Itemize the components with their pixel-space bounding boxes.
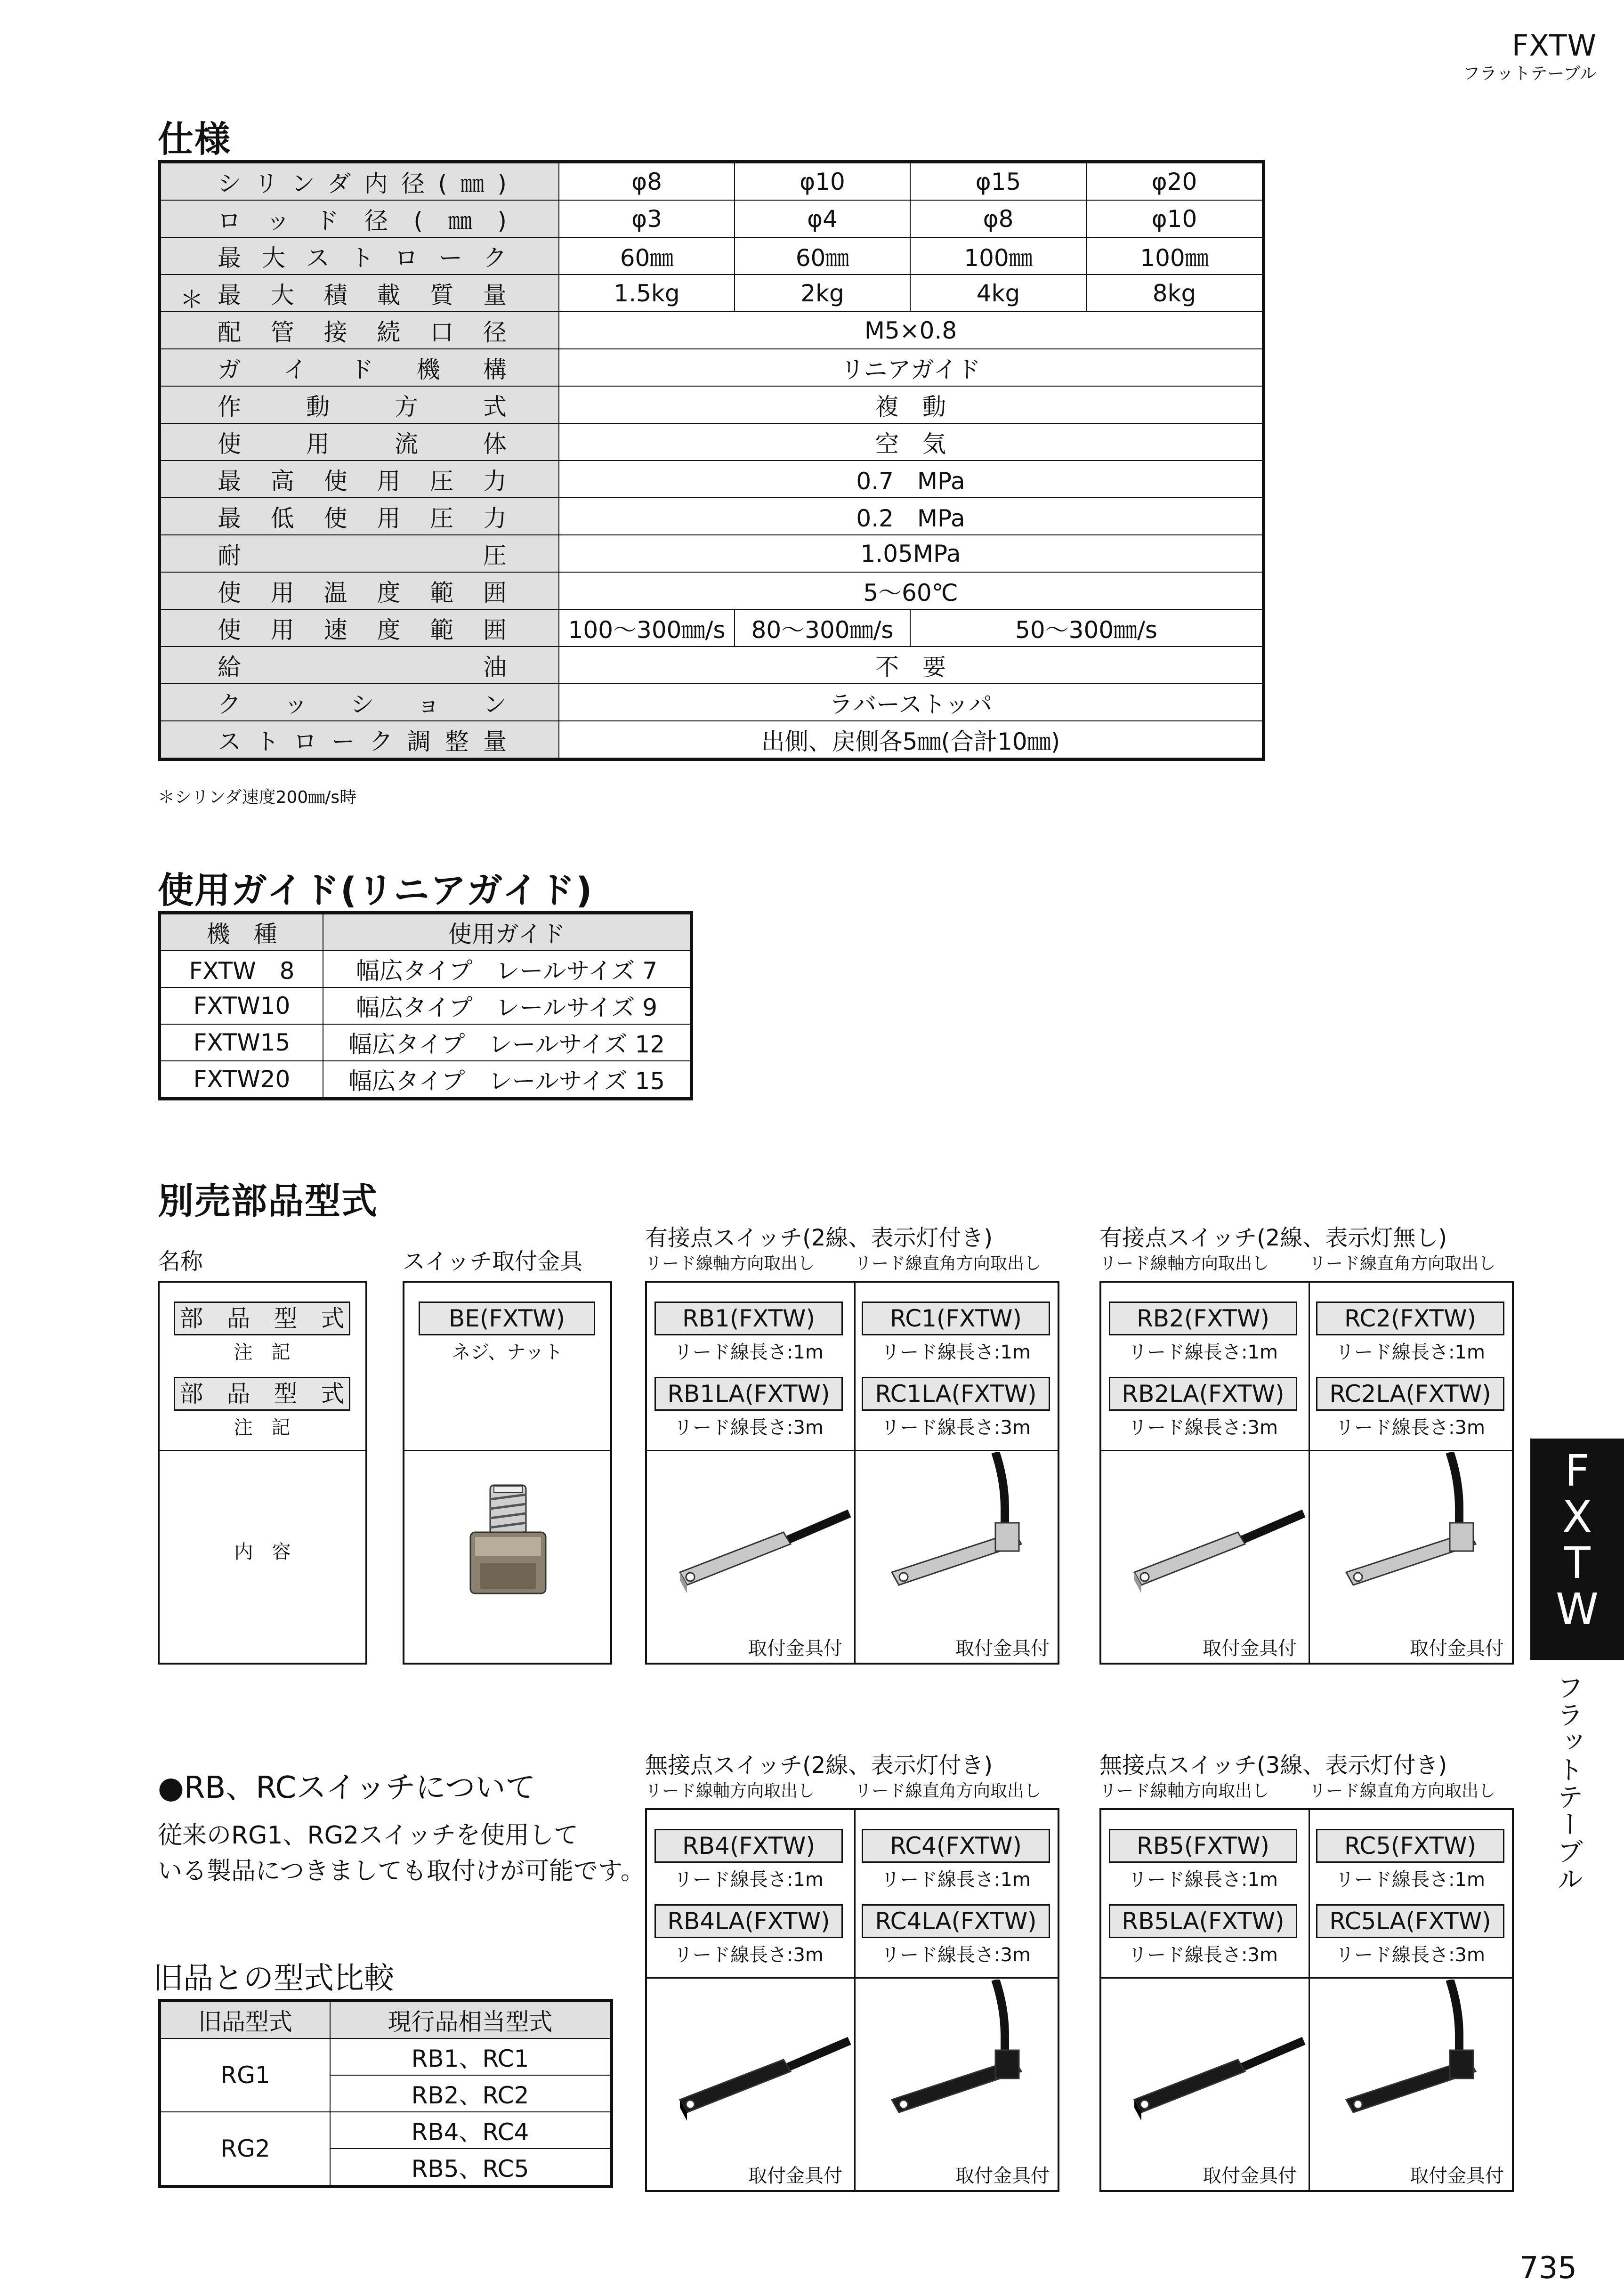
spec-label-text: 耐圧 (218, 542, 507, 569)
comp-old-rg2: RG2 (161, 2112, 330, 2185)
comparison-table-frame (158, 1999, 613, 2188)
group-sub-right: リード線直角方向取出し (1309, 1781, 1496, 1801)
spec-label-text: ガイド機構 (218, 356, 507, 383)
switch-right-angle-icon (854, 1452, 1061, 1603)
guide-header: 機 種 (161, 914, 323, 951)
legend-note-label: 注 記 (234, 1342, 291, 1363)
spec-value: φ15 (910, 163, 1086, 200)
spec-label-text: 使用温度範囲 (218, 579, 507, 606)
legend-contents-label: 内 容 (234, 1541, 291, 1563)
lead-length-3m: リード線長さ:3m (1335, 1417, 1485, 1439)
side-tab-letter: T (1564, 1538, 1591, 1588)
header-subtitle: フラットテーブル (1462, 64, 1597, 83)
switch-panel (1099, 1808, 1514, 2192)
spec-label-text: 使用流体 (218, 430, 507, 458)
switch-model: RC2(FXTW) (1316, 1302, 1504, 1335)
nut-screw-icon (461, 1480, 555, 1603)
switch-model-la: RC2LA(FXTW) (1316, 1377, 1504, 1411)
parts-title: 別売部品型式 (158, 1180, 378, 1222)
bracket-divider (404, 1450, 610, 1451)
spec-label (161, 535, 559, 572)
spec-footnote: ＊シリンダ速度200㎜/s時 (158, 788, 357, 807)
spec-value: リニアガイド (559, 349, 1262, 386)
switch-axial-icon (1101, 1462, 1309, 1612)
spec-label (161, 423, 559, 461)
spec-value: φ8 (559, 163, 735, 200)
spec-row (161, 684, 1262, 721)
mount-note: 取付金具付 (1203, 2165, 1297, 2187)
spec-label (161, 572, 559, 609)
switch-panel (645, 1808, 1059, 2192)
spec-row (161, 200, 1262, 237)
group-title: 有接点スイッチ(2線、表示灯付き) (645, 1225, 993, 1251)
spec-value: 8kg (1086, 275, 1262, 312)
spec-label (161, 647, 559, 684)
spec-label-text: 最低使用圧力 (218, 504, 507, 532)
spec-row (161, 498, 1262, 535)
mount-note: 取付金具付 (1410, 2165, 1504, 2187)
comparison-table (160, 2001, 611, 2186)
switch-right-angle-icon (1309, 1452, 1516, 1603)
spec-value: 1.05MPa (559, 535, 1262, 572)
switch-model-la: RC1LA(FXTW) (862, 1377, 1050, 1411)
comp-old-rg1: RG1 (161, 2038, 330, 2112)
switch-model: RB5(FXTW) (1109, 1829, 1297, 1863)
spec-row (161, 423, 1262, 461)
switch-model-la: RB1LA(FXTW) (654, 1377, 843, 1411)
spec-row (161, 572, 1262, 609)
spec-value: ラバーストッパ (559, 684, 1262, 721)
switch-panel (645, 1281, 1059, 1665)
spec-row (161, 647, 1262, 684)
spec-row (161, 535, 1262, 572)
spec-table (160, 162, 1263, 759)
legend-model-label-2: 部 品 型 式 (174, 1377, 350, 1411)
spec-row (161, 275, 1262, 312)
spec-value: 0.7 MPa (559, 461, 1262, 498)
spec-row (161, 609, 1262, 647)
switch-image-axial (647, 1462, 854, 1614)
switch-image-axial (1101, 1989, 1309, 2142)
group-sub-axial: リード線軸方向取出し (1099, 1254, 1269, 1273)
spec-value: φ20 (1086, 163, 1262, 200)
spec-value: 不 要 (559, 647, 1262, 684)
spec-value: 100㎜ (1086, 237, 1262, 275)
lead-length-1m: リード線長さ:1m (881, 1342, 1031, 1363)
guide-rail: 幅広タイプ レールサイズ 7 (323, 951, 690, 987)
spec-value: 100㎜ (910, 237, 1086, 275)
spec-row (161, 461, 1262, 498)
spec-label-text: 作動方式 (218, 393, 507, 420)
spec-label-text: ロッド径(㎜) (218, 207, 507, 234)
spec-label (161, 386, 559, 423)
lead-length-3m: リード線長さ:3m (1335, 1944, 1485, 1966)
panel-divider-h (1101, 1977, 1512, 1979)
page-number: 735 (1519, 2251, 1577, 2286)
rbrc-title: ●RB、RCスイッチについて (158, 1771, 536, 1805)
switch-model: RC1(FXTW) (862, 1302, 1050, 1335)
group-title: 無接点スイッチ(3線、表示灯付き) (1099, 1752, 1447, 1779)
rbrc-body-2: いる製品につきましても取付けが可能です。 (158, 1857, 645, 1885)
lead-length-3m: リード線長さ:3m (881, 1417, 1031, 1439)
rbrc-body-1: 従来のRG1、RG2スイッチを使用して (158, 1821, 578, 1850)
spec-value: 2kg (735, 275, 910, 312)
spec-value: M5×0.8 (559, 312, 1262, 349)
comp-header-old: 旧品型式 (161, 2002, 330, 2038)
guide-row (161, 1061, 690, 1098)
spec-value: 50〜300㎜/s (910, 609, 1262, 647)
spec-value: 80〜300㎜/s (735, 609, 910, 647)
switch-model: RC4(FXTW) (862, 1829, 1050, 1863)
comp-current: RB5、RC5 (330, 2149, 610, 2185)
lead-length-3m: リード線長さ:3m (1128, 1417, 1278, 1439)
spec-value: φ10 (735, 163, 910, 200)
mount-note: 取付金具付 (748, 1638, 842, 1659)
bracket-heading: スイッチ取付金具 (403, 1248, 583, 1275)
spec-row (161, 721, 1262, 758)
side-tab-letter: W (1556, 1584, 1599, 1634)
lead-length-3m: リード線長さ:3m (674, 1944, 824, 1966)
spec-row (161, 312, 1262, 349)
spec-value: 100〜300㎜/s (559, 609, 735, 647)
lead-length-1m: リード線長さ:1m (1128, 1869, 1278, 1891)
spec-label (161, 200, 559, 237)
switch-axial-icon (1101, 1989, 1309, 2140)
spec-label (161, 312, 559, 349)
lead-length-3m: リード線長さ:3m (1128, 1944, 1278, 1966)
legend-heading: 名称 (158, 1248, 203, 1275)
spec-row (161, 386, 1262, 423)
mount-note: 取付金具付 (955, 1638, 1050, 1659)
legend-divider (160, 1450, 365, 1451)
spec-label-text: 使用速度範囲 (218, 616, 507, 644)
side-tab-letter: X (1562, 1492, 1592, 1542)
spec-row (161, 237, 1262, 275)
switch-axial-icon (647, 1989, 854, 2140)
spec-label-text: ストローク調整量 (218, 728, 507, 755)
guide-table-frame (158, 911, 693, 1100)
comp-current: RB2、RC2 (330, 2075, 610, 2112)
spec-label-text: 最大積載質量 (218, 281, 507, 309)
spec-label (161, 498, 559, 535)
guide-header: 使用ガイド (323, 914, 690, 951)
guide-model: FXTW10 (161, 987, 323, 1024)
mount-note: 取付金具付 (1410, 1638, 1504, 1659)
spec-label-text: 配管接続口径 (218, 318, 507, 346)
spec-row (161, 349, 1262, 386)
switch-model-la: RB2LA(FXTW) (1109, 1377, 1297, 1411)
switch-model: RC5(FXTW) (1316, 1829, 1504, 1863)
switch-model: RB2(FXTW) (1109, 1302, 1297, 1335)
spec-row (161, 163, 1262, 200)
spec-label (161, 461, 559, 498)
switch-model-la: RB4LA(FXTW) (654, 1904, 843, 1938)
switch-model: RB4(FXTW) (654, 1829, 843, 1863)
switch-model-la: RC4LA(FXTW) (862, 1904, 1050, 1938)
switch-image-right (1309, 1452, 1516, 1605)
spec-label (161, 275, 559, 312)
lead-length-3m: リード線長さ:3m (881, 1944, 1031, 1966)
spec-value: 5〜60℃ (559, 572, 1262, 609)
guide-title: 使用ガイド(リニアガイド) (158, 869, 593, 911)
spec-value: 60㎜ (735, 237, 910, 275)
bracket-panel (403, 1281, 612, 1665)
lead-length-1m: リード線長さ:1m (881, 1869, 1031, 1891)
switch-model-la: RC5LA(FXTW) (1316, 1904, 1504, 1938)
group-sub-right: リード線直角方向取出し (855, 1254, 1042, 1273)
spec-label (161, 349, 559, 386)
switch-image-axial (647, 1989, 854, 2142)
spec-value: 1.5kg (559, 275, 735, 312)
bracket-model: BE(FXTW) (419, 1302, 595, 1335)
guide-rail: 幅広タイプ レールサイズ 15 (323, 1061, 690, 1098)
spec-label (161, 237, 559, 275)
lead-length-1m: リード線長さ:1m (674, 1869, 824, 1891)
guide-table (160, 914, 691, 1098)
legend-note-label-2: 注 記 (234, 1417, 291, 1439)
lead-length-1m: リード線長さ:1m (674, 1342, 824, 1363)
guide-row (161, 951, 690, 987)
spec-table-frame (158, 160, 1265, 761)
switch-panel (1099, 1281, 1514, 1665)
group-title: 無接点スイッチ(2線、表示灯付き) (645, 1752, 993, 1779)
spec-value: 4kg (910, 275, 1086, 312)
spec-label (161, 163, 559, 200)
comp-header-current: 現行品相当型式 (330, 2002, 610, 2038)
group-sub-right: リード線直角方向取出し (855, 1781, 1042, 1801)
spec-label (161, 609, 559, 647)
lead-length-1m: リード線長さ:1m (1335, 1342, 1485, 1363)
lead-length-1m: リード線長さ:1m (1128, 1342, 1278, 1363)
spec-value: φ4 (735, 200, 910, 237)
spec-title: 仕様 (158, 118, 231, 160)
side-tab-letter: F (1565, 1446, 1590, 1496)
switch-model-la: RB5LA(FXTW) (1109, 1904, 1297, 1938)
legend-model-label: 部 品 型 式 (174, 1302, 350, 1335)
spec-value: φ3 (559, 200, 735, 237)
switch-axial-icon (647, 1462, 854, 1612)
switch-image-right (1309, 1980, 1516, 2132)
switch-image-axial (1101, 1462, 1309, 1614)
spec-label-text: 最高使用圧力 (218, 467, 507, 495)
switch-model: RB1(FXTW) (654, 1302, 843, 1335)
panel-divider-h (647, 1450, 1058, 1451)
side-vertical-label: フラットテーブル (1553, 1674, 1584, 1892)
mount-note: 取付金具付 (955, 2165, 1050, 2187)
spec-label-text: クッション (218, 690, 507, 718)
lead-length-3m: リード線長さ:3m (674, 1417, 824, 1439)
spec-label (161, 684, 559, 721)
spec-label-text: シリンダ内径(㎜) (218, 170, 507, 197)
spec-star-mark: ＊ (180, 286, 203, 312)
guide-row (161, 1024, 690, 1061)
spec-label (161, 721, 559, 758)
spec-label-text: 最大ストローク (218, 244, 507, 272)
group-sub-axial: リード線軸方向取出し (1099, 1781, 1269, 1801)
guide-row (161, 987, 690, 1024)
comp-current: RB1、RC1 (330, 2038, 610, 2075)
spec-value: φ8 (910, 200, 1086, 237)
group-sub-axial: リード線軸方向取出し (645, 1254, 815, 1273)
legend-panel (158, 1281, 367, 1665)
guide-model: FXTW20 (161, 1061, 323, 1098)
spec-label-text: 給油 (218, 653, 507, 681)
guide-model: FXTW 8 (161, 951, 323, 987)
group-title: 有接点スイッチ(2線、表示灯無し) (1099, 1225, 1447, 1251)
guide-model: FXTW15 (161, 1024, 323, 1061)
spec-value: φ10 (1086, 200, 1262, 237)
lead-length-1m: リード線長さ:1m (1335, 1869, 1485, 1891)
spec-value: 60㎜ (559, 237, 735, 275)
group-sub-axial: リード線軸方向取出し (645, 1781, 815, 1801)
switch-image-right (854, 1980, 1061, 2132)
spec-value: 出側、戻側各5㎜(合計10㎜) (559, 721, 1262, 758)
panel-divider-h (1101, 1450, 1512, 1451)
mount-note: 取付金具付 (748, 2165, 842, 2187)
spec-value: 複 動 (559, 386, 1262, 423)
guide-rail: 幅広タイプ レールサイズ 12 (323, 1024, 690, 1061)
panel-divider-h (647, 1977, 1058, 1979)
mount-note: 取付金具付 (1203, 1638, 1297, 1659)
comp-current: RB4、RC4 (330, 2112, 610, 2149)
side-index-tab[interactable] (1530, 1439, 1624, 1660)
bracket-note: ネジ、ナット (452, 1342, 563, 1363)
switch-right-angle-icon (854, 1980, 1061, 2130)
group-sub-right: リード線直角方向取出し (1309, 1254, 1496, 1273)
header-code: FXTW (1511, 28, 1597, 63)
comparison-title: 旧品との型式比較 (153, 1961, 394, 1996)
spec-value: 0.2 MPa (559, 498, 1262, 535)
guide-rail: 幅広タイプ レールサイズ 9 (323, 987, 690, 1024)
switch-right-angle-icon (1309, 1980, 1516, 2130)
spec-value: 空 気 (559, 423, 1262, 461)
switch-image-right (854, 1452, 1061, 1605)
